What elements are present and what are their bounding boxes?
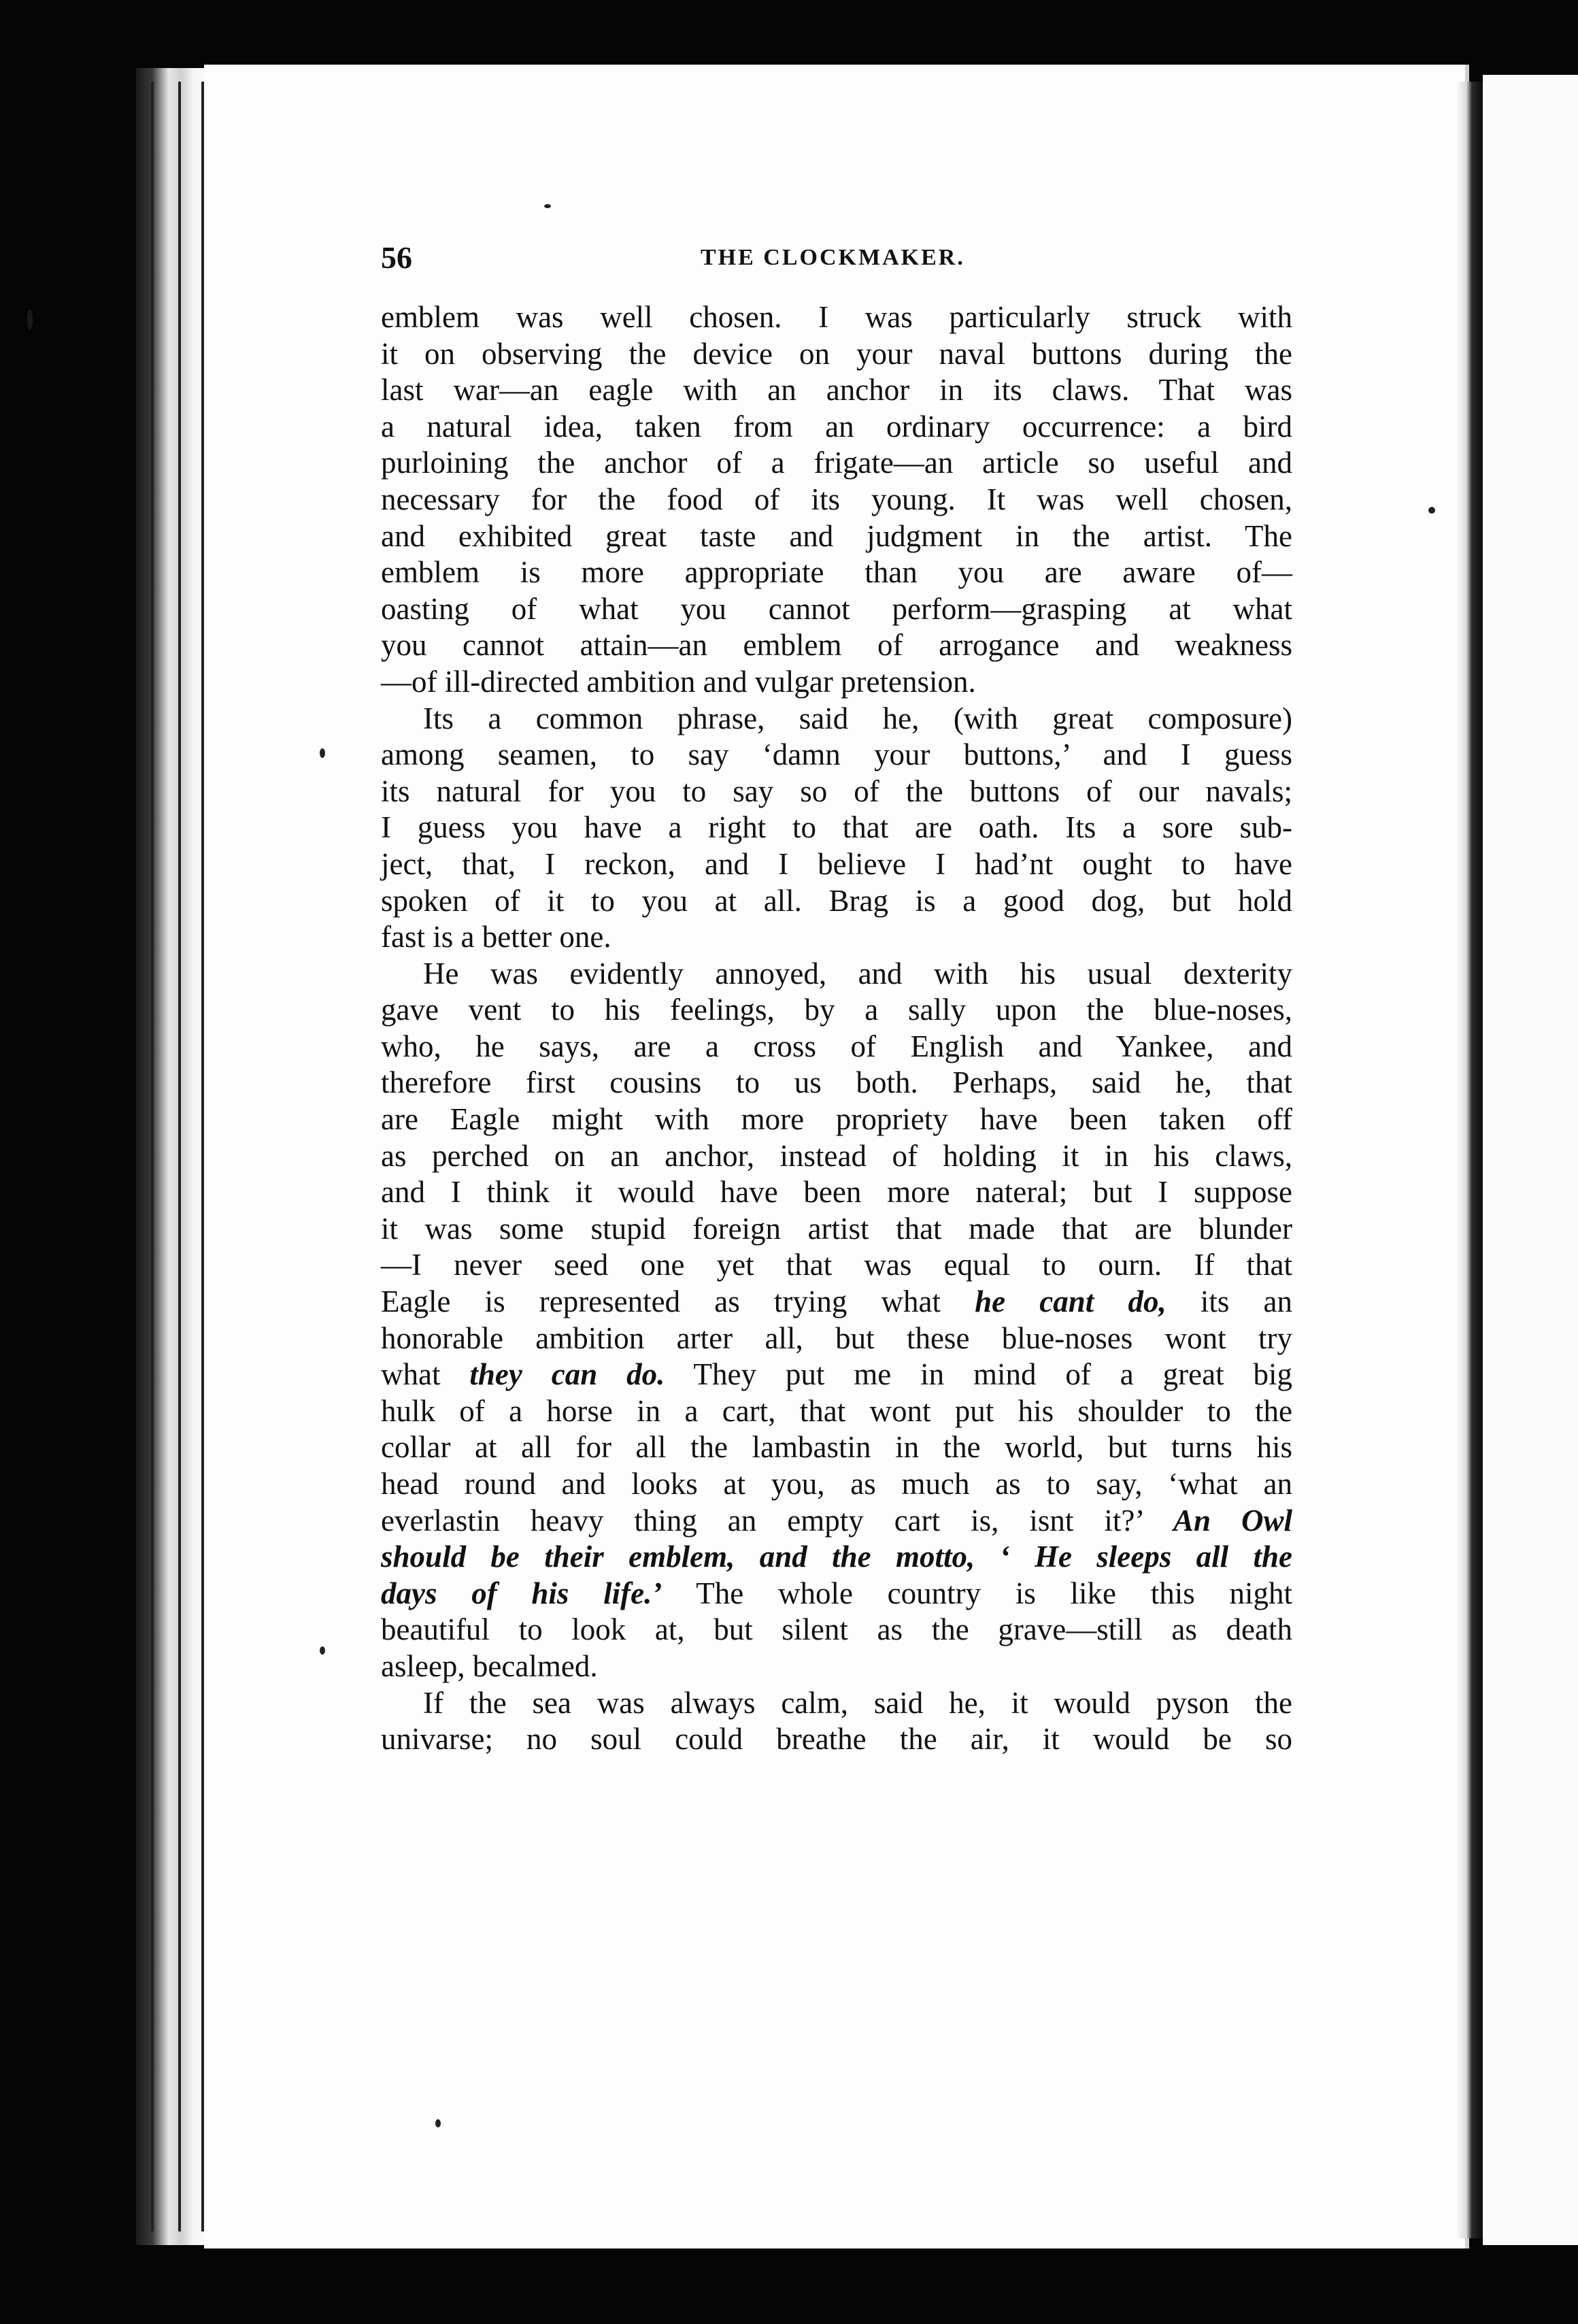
text-line bbox=[381, 1539, 1292, 1576]
text-line: necessary for the food of its young. It was well chosen, bbox=[381, 482, 1292, 516]
text-line: asleep, becalmed. bbox=[381, 1648, 598, 1683]
text-line: Its a common phrase, said he, (with great composure) bbox=[423, 701, 1292, 735]
text-line: it was some stupid foreign artist that made that are blunder bbox=[381, 1211, 1292, 1246]
running-head bbox=[381, 239, 1286, 280]
text-line: are Eagle might with more propriety have been taken off bbox=[381, 1102, 1292, 1137]
italic-run: they can do. bbox=[469, 1357, 665, 1392]
text-line: gave vent to his feelings, by a sally upon the blue-noses, bbox=[381, 993, 1292, 1027]
text-line: oasting of what you cannot perform—grasping at what bbox=[381, 591, 1292, 626]
italic-run: days of his life.’ bbox=[381, 1576, 662, 1610]
scan-speck bbox=[1428, 507, 1435, 514]
text-line: and I think it would have been more nateral; but I suppose bbox=[381, 1175, 1292, 1210]
adjacent-leaf bbox=[1483, 75, 1578, 2245]
text-line: its natural for you to say so of the buttons of our navals; bbox=[381, 774, 1292, 808]
binding-edge-line bbox=[178, 82, 181, 2231]
text-line: fast is a better one. bbox=[381, 920, 611, 954]
text-line: it on observing the device on your naval buttons during the bbox=[381, 336, 1292, 371]
text-line: head round and looks at you, as much as to say, ‘what an bbox=[381, 1467, 1292, 1501]
text-line: I guess you have a right to that are oath. Its a sore sub- bbox=[381, 810, 1292, 845]
text-line: —I never seed one yet that was equal to ourn. If that bbox=[381, 1248, 1292, 1282]
scan-speck bbox=[435, 2119, 441, 2127]
text-line: —of ill-directed ambition and vulgar pretension. bbox=[381, 664, 976, 699]
right-page-edge bbox=[1456, 82, 1483, 2238]
text-line: among seamen, to say ‘damn your buttons,’ and I guess bbox=[381, 737, 1292, 772]
text-run: everlastin heavy thing an empty cart is, isnt it?’ bbox=[381, 1503, 1173, 1538]
text-run: what bbox=[381, 1357, 470, 1392]
text-run: honorable ambition arter all, but these blue-noses wont try bbox=[381, 1321, 1292, 1355]
text-line: last war—an eagle with an anchor in its claws. That was bbox=[381, 373, 1292, 408]
text-line: emblem is more appropriate than you are aware of— bbox=[381, 555, 1292, 590]
text-line: who, he says, are a cross of English and Yankee, and bbox=[381, 1029, 1292, 1063]
text-line: a natural idea, taken from an ordinary occurrence: a bird bbox=[381, 409, 1292, 444]
text-line: hulk of a horse in a cart, that wont put his shoulder to the bbox=[381, 1393, 1292, 1428]
book-title: THE CLOCKMAKER. bbox=[701, 245, 965, 270]
text-line: spoken of it to you at all. Brag is a good dog, but hold bbox=[381, 883, 1292, 918]
scan-speck bbox=[320, 748, 325, 758]
text-line: you cannot attain—an emblem of arrogance and weakness bbox=[381, 628, 1292, 663]
text-line: univarse; no soul could breathe the air, it would be so bbox=[381, 1722, 1292, 1757]
scan-speck bbox=[27, 310, 33, 330]
text-line: If the sea was always calm, said he, it would pyson the bbox=[423, 1685, 1292, 1720]
text-line bbox=[381, 1503, 1292, 1540]
page-number: 56 bbox=[381, 240, 412, 275]
text-line: purloining the anchor of a frigate—an article so useful and bbox=[381, 446, 1292, 480]
text-line: beautiful to look at, but silent as the grave—still as death bbox=[381, 1612, 1292, 1647]
text-line bbox=[381, 1576, 1292, 1612]
text-line bbox=[381, 1357, 1292, 1393]
text-run: Eagle is represented as trying what bbox=[381, 1284, 975, 1319]
scan-speck bbox=[544, 204, 551, 208]
italic-run: he cant do, bbox=[975, 1284, 1166, 1319]
binding-edge-line bbox=[151, 82, 154, 2231]
text-run: its an bbox=[1166, 1284, 1292, 1319]
text-line bbox=[381, 1284, 1292, 1321]
text-line: He was evidently annoyed, and with his usual dexterity bbox=[423, 956, 1292, 991]
text-line: emblem was well chosen. I was particularly struck with bbox=[381, 300, 1292, 334]
text-run: They put me in mind of a great big bbox=[665, 1357, 1292, 1392]
text-line: therefore first cousins to us both. Perhaps, said he, that bbox=[381, 1065, 1292, 1100]
text-line bbox=[381, 1321, 1292, 1357]
italic-run: An Owl bbox=[1173, 1503, 1293, 1538]
italic-run: should be their emblem, and the motto, ‘ He sleeps all the bbox=[381, 1540, 1292, 1574]
text-run: The whole country is like this night bbox=[662, 1576, 1292, 1610]
body-text bbox=[381, 299, 1292, 1758]
text-line: collar at all for all the lambastin in the world, but turns his bbox=[381, 1430, 1292, 1465]
text-line: and exhibited great taste and judgment in the artist. The bbox=[381, 518, 1292, 553]
text-line: ject, that, I reckon, and I believe I had’nt ought to have bbox=[381, 846, 1292, 881]
text-line: as perched on an anchor, instead of holding it in his claws, bbox=[381, 1138, 1292, 1173]
scan-speck bbox=[320, 1646, 325, 1655]
